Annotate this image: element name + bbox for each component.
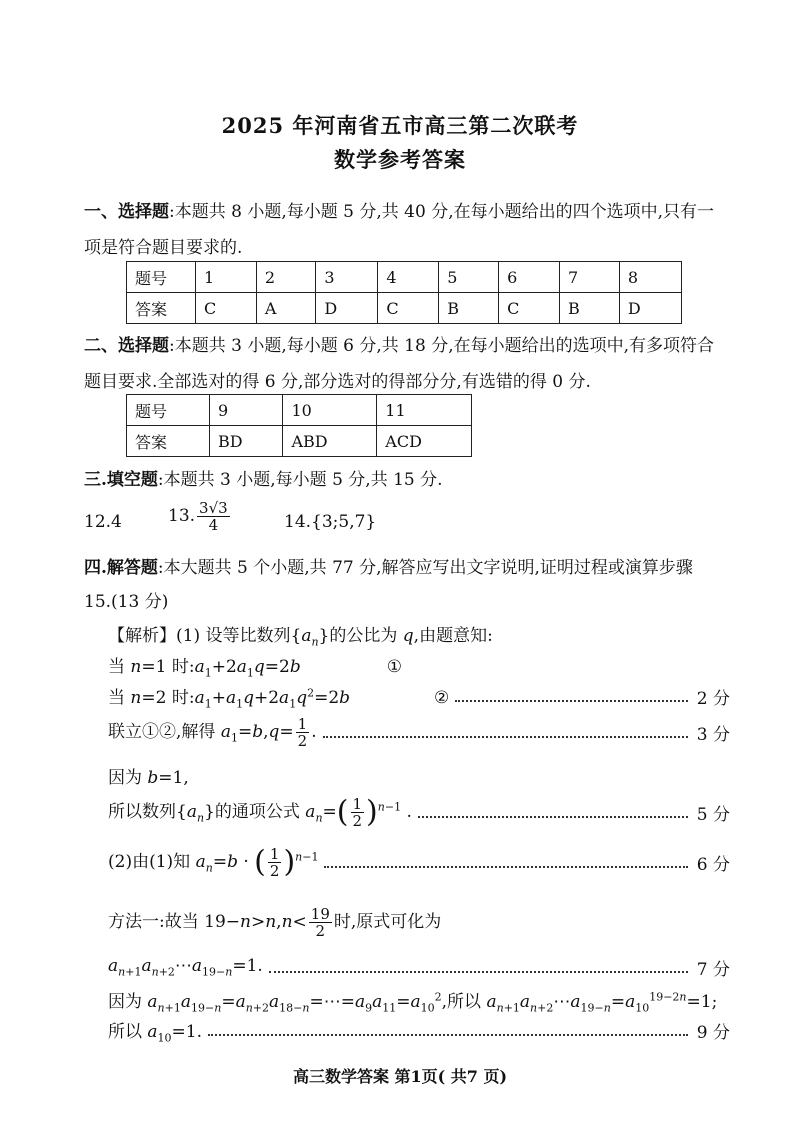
- score-label: 5 分: [696, 805, 730, 825]
- table-cell: 2: [256, 262, 315, 293]
- section1-heading: 一、选择题: [84, 202, 169, 222]
- score-label: 6 分: [696, 855, 730, 875]
- solution-line: 当 n=2 时$:a_1+a_1q+2a_1q^2=2b$ ② 2 分: [108, 683, 730, 710]
- table-cell: 5: [439, 262, 499, 293]
- table-cell: 1: [196, 262, 257, 293]
- dot-leader: [208, 1034, 688, 1036]
- section2-text: :本题共 3 小题,每小题 6 分,共 18 分,在每小题给出的选项中,有多项符合题目要求.全部选对的得 6 分,部分选对的得部分分,有选错的得 0 分.: [84, 336, 715, 392]
- table-cell: ABD: [283, 426, 377, 457]
- section1-text: :本题共 8 小题,每小题 5 分,共 40 分,在每小题给出的四个选项中,只有一项是符合题目要求的.: [84, 202, 715, 258]
- page-footer: 高三数学答案 第1页( 共7 页): [292, 1067, 508, 1086]
- table-row: [127, 426, 472, 457]
- solution-line: 因为 $a_{n+1}a_{19-n}=a_{n+2}a_{18-n}=\cdots=a_9a_{11}=a_{10}^2$,所以 $a_{n+1}a_{n+2}\cdots a_{19-n}=a_{10}^{19-2n}=1$;: [108, 990, 718, 1015]
- table-cell: 答案: [127, 293, 196, 324]
- dot-leader: [324, 866, 688, 868]
- table-row: [127, 293, 682, 324]
- table-cell: 6: [499, 262, 560, 293]
- table-cell: 答案: [127, 426, 210, 457]
- table-cell: 11: [377, 395, 472, 426]
- page-title: 2025 年河南省五市高三第二次联考: [221, 113, 579, 138]
- table-cell: 题号: [127, 395, 210, 426]
- table-cell: 10: [283, 395, 377, 426]
- page-subtitle: 数学参考答案: [334, 147, 466, 172]
- solution-line: 方法一:故当 19−n>n,n< $\frac{19}{2}$ 时,原式可化为: [108, 905, 442, 940]
- solution-line: (2)由(1)知 $a_n=b$ · ( $\frac{1}{2}$ )$^{n-1}$ 6 分: [108, 844, 730, 880]
- section4-intro: [84, 550, 744, 586]
- answer-12: 12.4: [84, 512, 122, 532]
- section4-text: :本大题共 5 个小题,共 77 分,解答应写出文字说明,证明过程或演算步骤: [157, 558, 693, 578]
- table-cell: BD: [210, 426, 283, 457]
- solution-line: 【解析】(1) 设等比数列$\{a_n\}$的公比为 q,由题意知:: [108, 626, 493, 649]
- dot-leader: [323, 736, 688, 738]
- section2-heading: 二、选择题: [84, 336, 169, 356]
- fraction-numerator: 3√3: [199, 499, 228, 517]
- table-cell: 8: [619, 262, 681, 293]
- solution-line: $a_{n+1}a_{n+2}\cdots a_{19-n}=1$. 7 分: [108, 956, 730, 980]
- score-label: 3 分: [696, 725, 730, 745]
- table-cell: D: [619, 293, 681, 324]
- answer-14: 14.{3;5,7}: [284, 512, 377, 532]
- dot-leader: [455, 700, 688, 702]
- table-cell: C: [378, 293, 439, 324]
- section3-heading: 三.填空题: [84, 470, 158, 490]
- table-row: [127, 395, 472, 426]
- section3-intro: [84, 462, 724, 498]
- dot-leader: [269, 971, 688, 973]
- solution-line: 所以数列$\{a_n\}$的通项公式 $a_n=$( $\frac{1}{2}$ )$^{n-1}$ . 5 分: [108, 794, 730, 830]
- table-row: [127, 262, 682, 293]
- table-cell: 题号: [127, 262, 196, 293]
- table-cell: 9: [210, 395, 283, 426]
- solution-line: 联立①②,解得 $a_1=b,q=$ $\frac{1}{2}$ . 3 分: [108, 715, 730, 750]
- score-label: 7 分: [696, 960, 730, 980]
- section2-intro: [84, 328, 724, 400]
- section4-heading: 四.解答题: [84, 558, 158, 578]
- dot-leader: [418, 816, 688, 818]
- problem-15-label: 15.(13 分): [84, 592, 169, 612]
- section2-answer-table: [126, 394, 472, 457]
- answer-13-fraction: [197, 500, 230, 533]
- table-cell: B: [560, 293, 620, 324]
- fraction-denominator: 4: [208, 516, 219, 534]
- answer-13: [168, 500, 232, 533]
- solution-line: 因为 b=1,: [108, 768, 189, 788]
- table-cell: C: [196, 293, 257, 324]
- table-cell: C: [499, 293, 560, 324]
- table-cell: 4: [378, 262, 439, 293]
- section1-intro: [84, 194, 724, 266]
- solution-line: 当 n=1 时$:a_1+2a_1q=2b$ ①: [108, 657, 402, 680]
- table-cell: 7: [560, 262, 620, 293]
- table-cell: ACD: [377, 426, 472, 457]
- score-label: 2 分: [696, 689, 730, 710]
- section1-answer-table: [126, 261, 682, 324]
- table-cell: 3: [316, 262, 378, 293]
- section3-text: :本题共 3 小题,每小题 5 分,共 15 分.: [157, 470, 443, 490]
- answer-13-label: 13.: [168, 506, 196, 526]
- table-cell: A: [256, 293, 315, 324]
- solution-line: 所以 $a_{10}=1$. 9 分: [108, 1017, 730, 1044]
- table-cell: B: [439, 293, 499, 324]
- score-label: 9 分: [696, 1023, 730, 1044]
- table-cell: D: [316, 293, 378, 324]
